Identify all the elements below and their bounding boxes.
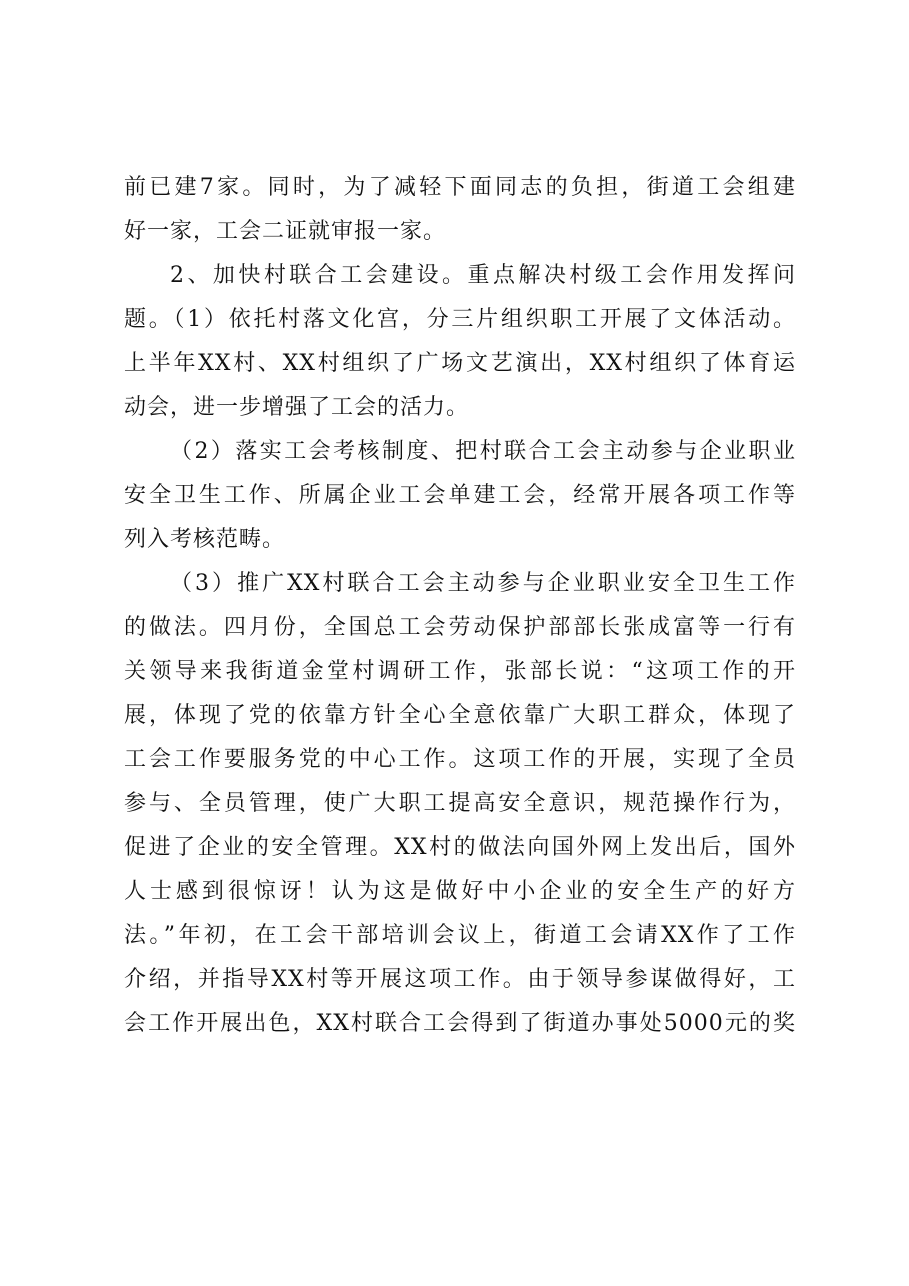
text-line: 展，体现了党的依靠方针全心全意依靠广大职工群众，体现了 bbox=[124, 703, 796, 728]
text-line: 促进了企业的安全管理。XX村的做法向国外网上发出后，国外 bbox=[124, 835, 796, 860]
text-line: 好一家，工会二证就审报一家。 bbox=[124, 219, 447, 244]
text-line: 动会，进一步增强了工会的活力。 bbox=[124, 395, 470, 420]
text-line: 关领导来我街道金堂村调研工作，张部长说：“这项工作的开 bbox=[124, 659, 796, 684]
text-line: 会工作开展出色，XX村联合工会得到了街道办事处5000元的奖 bbox=[124, 1011, 796, 1036]
text-line: 安全卫生工作、所属企业工会单建工会，经常开展各项工作等 bbox=[124, 483, 796, 508]
text-line: 2、加快村联合工会建设。重点解决村级工会作用发挥问 bbox=[170, 263, 796, 288]
text-line: 题。（1）依托村落文化宫，分三片组织职工开展了文体活动。 bbox=[124, 307, 796, 332]
text-line: 介绍，并指导XX村等开展这项工作。由于领导参谋做得好，工 bbox=[124, 967, 796, 992]
text-line: 法。”年初，在工会干部培训会议上，街道工会请XX作了工作 bbox=[124, 923, 796, 948]
text-line: （3）推广XX村联合工会主动参与企业职业安全卫生工作 bbox=[170, 571, 796, 596]
text-line: 人士感到很惊讶！认为这是做好中小企业的安全生产的好方 bbox=[124, 879, 796, 904]
text-line: 列入考核范畴。 bbox=[124, 527, 286, 552]
text-line: 前已建7家。同时，为了减轻下面同志的负担，街道工会组建 bbox=[124, 175, 796, 200]
text-line: （2）落实工会考核制度、把村联合工会主动参与企业职业 bbox=[170, 439, 796, 464]
text-line: 上半年XX村、XX村组织了广场文艺演出，XX村组织了体育运 bbox=[124, 351, 796, 376]
document-body bbox=[124, 166, 796, 1046]
text-line: 的做法。四月份，全国总工会劳动保护部部长张成富等一行有 bbox=[124, 615, 796, 640]
text-line: 工会工作要服务党的中心工作。这项工作的开展，实现了全员 bbox=[124, 747, 796, 772]
text-line: 参与、全员管理，使广大职工提高安全意识，规范操作行为， bbox=[124, 791, 796, 816]
